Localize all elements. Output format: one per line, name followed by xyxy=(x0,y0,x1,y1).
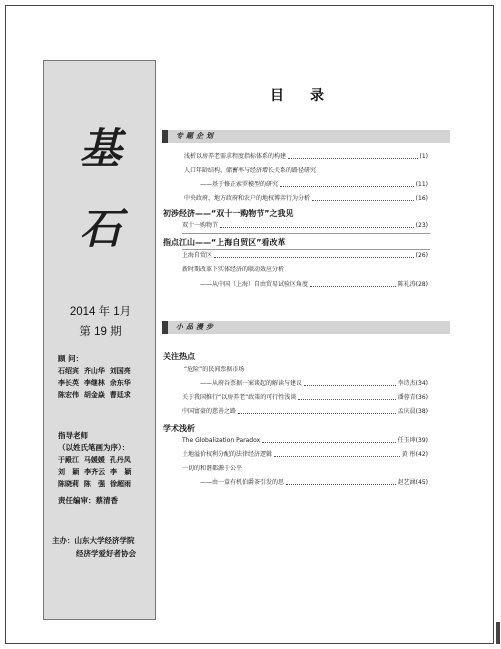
entry-page: (23) xyxy=(415,222,428,229)
toc-entry[interactable] xyxy=(182,451,428,459)
toc-entry[interactable] xyxy=(182,408,428,416)
entry-page: 孟庆晨(38) xyxy=(397,408,428,415)
advisors-row-3: 陈宏伟 胡金焱 曹廷求 xyxy=(58,391,131,399)
entry-title: 中央政府、地方政府和农户的地权博弈行为分析 xyxy=(184,195,311,202)
group-heading-hot: 关注热点 xyxy=(163,352,195,361)
toc-entry[interactable] xyxy=(200,479,428,487)
section-marker xyxy=(162,130,168,143)
magazine-title-char-1: 基 xyxy=(79,124,122,173)
mentors-label: 指导老师 xyxy=(58,431,88,440)
toc-entry[interactable] xyxy=(184,195,428,203)
issue-number: 第 19 期 xyxy=(79,326,122,338)
leader-dots xyxy=(262,442,396,443)
entry-page: 陈礼涛(28) xyxy=(397,281,428,288)
toc-entry[interactable] xyxy=(184,153,428,161)
toc-entry[interactable]: 一切的和谐都源于公平 xyxy=(182,465,243,472)
mentors-note: （以姓氏笔画为序）： xyxy=(58,443,130,452)
entry-title: 上海自贸区 xyxy=(182,252,213,259)
entry-title: 土地溢价权利分配的法律经济逻辑 xyxy=(182,451,273,458)
mentors-row-3: 陈晓莉 陈 强 徐超雨 xyxy=(58,480,132,488)
host-line-1: 主办：山东大学经济学院 xyxy=(52,536,135,545)
sidebar-panel xyxy=(43,60,156,620)
leader-dots xyxy=(288,158,417,159)
toc-entry[interactable] xyxy=(200,380,428,388)
entry-page: 潘蓉青(36) xyxy=(397,394,428,401)
issue-date: 2014 年 1月 xyxy=(69,306,132,318)
entry-title: 双十一购物节 xyxy=(182,222,219,229)
toc-entry[interactable] xyxy=(182,252,428,260)
leader-dots xyxy=(238,413,396,414)
magazine-title-char-2: 石 xyxy=(79,204,122,253)
entry-title: ——基于修正索罗模型的研究 xyxy=(200,181,279,188)
section-bar-1 xyxy=(162,130,450,143)
editor-line: 责任编审：蔡清香 xyxy=(58,496,118,505)
group-heading-study: 学术浅析 xyxy=(163,424,195,433)
toc-title: 目录 xyxy=(270,88,350,104)
mentors-row-1: 于殿江 马媛媛 孔丹凤 xyxy=(58,456,131,464)
leader-dots xyxy=(274,456,400,457)
leader-dots xyxy=(312,200,414,201)
separator-line xyxy=(182,249,430,250)
entry-title: ——从府谷票据一案谈起的解读与建议 xyxy=(200,380,303,387)
toc-entry[interactable] xyxy=(182,437,428,445)
leader-dots xyxy=(310,286,396,287)
entry-page: 任玉坤(39) xyxy=(397,437,428,444)
host-line-2: 经济学爱好者协会 xyxy=(76,549,136,558)
leader-dots xyxy=(220,227,414,228)
mentors-row-2: 刘 颖 李齐云 李 颖 xyxy=(58,468,132,476)
entry-title: ——从中国（上海）自由贸易试验区角度 xyxy=(200,281,309,288)
leader-dots xyxy=(214,257,414,258)
section-marker xyxy=(162,321,168,334)
toc-entry[interactable]: 新时期改革下实体经济的联动效应分析 xyxy=(182,266,285,273)
entry-page: 李诗杰(34) xyxy=(397,380,428,387)
entry-page: (16) xyxy=(415,195,428,202)
page-edge-mark xyxy=(496,622,500,644)
separator-line xyxy=(182,233,430,234)
toc-entry[interactable] xyxy=(200,281,428,289)
entry-page: (26) xyxy=(415,252,428,259)
entry-page: 赵艺涵(45) xyxy=(397,479,428,486)
advisors-label: 顾 问： xyxy=(58,354,84,363)
leader-dots xyxy=(298,399,395,400)
entry-title: 关于我国推行“以房养老”政策的可行性浅谈 xyxy=(182,394,297,401)
leader-dots xyxy=(304,385,396,386)
entry-title: 中国富豪的慈善之路 xyxy=(182,408,237,415)
toc-entry[interactable] xyxy=(182,394,428,402)
leader-dots xyxy=(286,484,396,485)
group-heading-2: 指点江山——“上海自贸区”看改革 xyxy=(163,238,286,247)
toc-entry[interactable] xyxy=(182,222,428,230)
entry-page: 黄 彤(42) xyxy=(401,451,428,458)
entry-title: 浅析以房养老需求程度指标体系的构建 xyxy=(184,153,287,160)
section-label-2: 小品漫步 xyxy=(176,323,216,331)
section-label-1: 专题企划 xyxy=(176,132,216,140)
group-heading-1: 初涉经济——“双十一购物节”之我见 xyxy=(163,209,294,218)
advisors-row-1: 石绍宾 齐山华 刘国亮 xyxy=(58,367,131,375)
entry-page: (11) xyxy=(415,181,428,188)
entry-page: (1) xyxy=(419,153,428,160)
toc-entry[interactable] xyxy=(200,181,428,189)
entry-title: The Globalization Paradox xyxy=(182,437,261,444)
advisors-row-2: 李长英 李继林 余东华 xyxy=(58,379,131,387)
toc-entry[interactable]: 人口年龄结构、储蓄率与经济增长关系的路径研究 xyxy=(184,167,317,174)
leader-dots xyxy=(280,186,414,187)
entry-title: ——由一盒有机伯爵茶引发的思 xyxy=(200,479,285,486)
toc-entry[interactable]: “危险”的民间票据市场 xyxy=(184,366,245,373)
section-bar-2 xyxy=(162,321,450,334)
